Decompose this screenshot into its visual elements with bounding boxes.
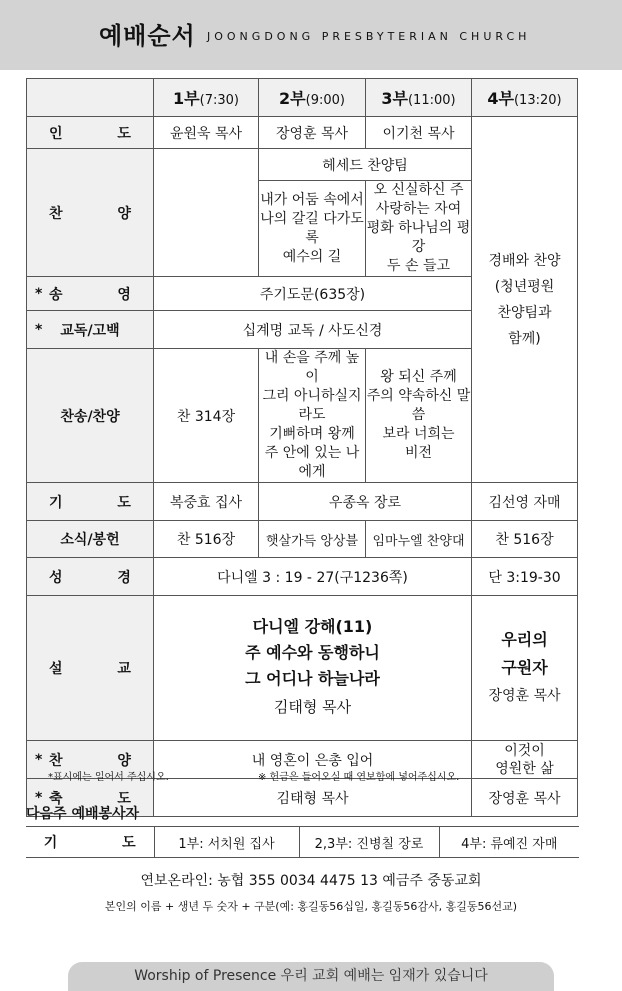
praise-s1-empty [154,149,259,277]
online-offering-account: 연보온라인: 농협 355 0034 4475 13 예금주 중동교회 [140,873,482,889]
sermon-s123 [154,596,472,741]
offering-s4: 찬 516장 [472,521,578,558]
leader-s1: 윤원욱 목사 [154,117,259,149]
hymn-s2-songs: 내 손을 주께 높이 그리 아니하실지라도 기뻐하며 왕께 주 안에 있는 나에게 [259,349,366,483]
benediction-label: * 축 도 [27,779,154,817]
prayer-label: 기 도 [27,483,154,521]
service-2-header: 2부(9:00) [259,79,366,117]
next-week-title: 다음주 예배봉사자 [26,806,140,822]
scripture-s123: 다니엘 3 : 19 - 27(구1236쪽) [154,558,472,596]
leader-row [27,117,578,149]
next-week-row [26,827,579,858]
next-week-table [26,826,579,858]
scripture-label: 성 경 [27,558,154,596]
closing-praise-s4: 이것이 영원한 삶 [472,741,578,779]
service-header-row [27,79,578,117]
service-1-header: 1부(7:30) [154,79,259,117]
leader-s3: 이기천 목사 [366,117,472,149]
next-week-label: 기 도 [26,827,154,858]
standing-note: *표시에는 일어서 주십시오. [48,772,169,783]
sermon-preacher: 김태형 목사 [273,698,352,716]
song-value: 주기도문(635장) [154,277,472,311]
s4-worship-cell: 경배와 찬양 (청년평원 찬양팀과 함께) [472,117,578,483]
leader-s2: 장영훈 목사 [259,117,366,149]
praise-s3-songs: 오 신실하신 주 사랑하는 자여 평화 하나님의 평강 두 손 들고 [366,181,472,277]
offering-note: ※ 헌금은 들어오실 때 연보함에 넣어주십시오. [258,772,460,783]
online-offering-instructions: 본인의 이름 + 생년 두 숫자 + 구분(예: 홍길동56십일, 홍길동56감사, 홍길동56선교) [104,900,518,913]
closing-praise-s123: 내 영혼이 은총 입어 [154,741,472,779]
benediction-s123: 김태형 목사 [154,779,472,817]
benediction-s4: 장영훈 목사 [472,779,578,817]
header-bar [0,0,622,70]
blank-header-cell [27,79,154,117]
confession-value: 십계명 교독 / 사도신경 [154,311,472,349]
prayer-s1: 복중효 집사 [154,483,259,521]
church-name: JOONGDONG PRESBYTERIAN CHURCH [207,30,531,43]
sermon-title-2: 그 어디나 하늘나라 [245,669,380,688]
worship-order-table [26,78,578,817]
prayer-s4: 김선영 자매 [472,483,578,521]
praise-team: 헤세드 찬양팀 [259,149,472,181]
offering-s2: 햇살가득 앙상블 [259,521,366,558]
sermon-title-1: 주 예수와 동행하니 [245,643,380,662]
offering-row [27,521,578,558]
footer-banner: Worship of Presence 우리 교회 예배는 임재가 있습니다 [68,962,554,991]
next-week-entry-2: 2,3부: 진병칠 장로 [299,827,439,858]
closing-praise-label: * 찬 양 [27,741,154,779]
prayer-s23: 우종옥 장로 [259,483,472,521]
praise-s2-songs: 내가 어둠 속에서 나의 갈길 다가도록 예수의 길 [259,181,366,277]
hymn-s1: 찬 314장 [154,349,259,483]
service-4-header: 4부(13:20) [472,79,578,117]
sermon-label: 설 교 [27,596,154,741]
scripture-row [27,558,578,596]
service-3-header: 3부(11:00) [366,79,472,117]
leader-label: 인 도 [27,117,154,149]
offering-label: 소식/봉헌 [27,521,154,558]
sermon-row [27,596,578,741]
song-label: * 송 영 [27,277,154,311]
page-title: 예배순서 [99,22,196,50]
sermon-series: 다니엘 강해(11) [252,617,373,636]
offering-s3: 임마누엘 찬양대 [366,521,472,558]
next-week-entry-1: 1부: 서치원 집사 [154,827,299,858]
scripture-s4: 단 3:19-30 [472,558,578,596]
confession-label: * 교독/고백 [27,311,154,349]
next-week-entry-3: 4부: 류예진 자매 [439,827,579,858]
praise-label: 찬 양 [27,149,154,277]
hymn-s3-songs: 왕 되신 주께 주의 약속하신 말씀 보라 너희는 비전 [366,349,472,483]
offering-s1: 찬 516장 [154,521,259,558]
sermon-s4: 우리의 구원자 장영훈 목사 [472,596,578,741]
hymn-label: 찬송/찬양 [27,349,154,483]
prayer-row [27,483,578,521]
